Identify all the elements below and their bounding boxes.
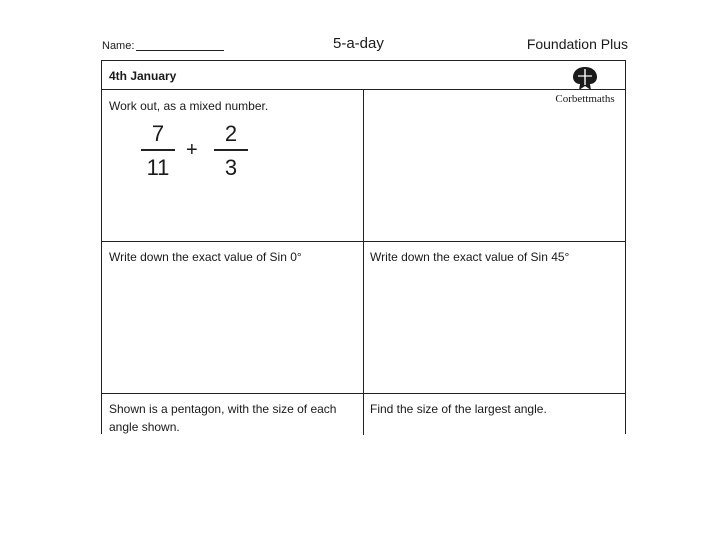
- question-3-text: Write down the exact value of Sin 45°: [370, 250, 570, 264]
- fraction-1-numerator: 7: [151, 121, 165, 146]
- name-label: Name:: [102, 40, 135, 52]
- grid-divider-vertical: [363, 89, 364, 435]
- question-4-text: Shown is a pentagon, with the size of each angle shown.: [109, 402, 337, 434]
- fraction-2-bar: [214, 149, 248, 151]
- question-1-text: Work out, as a mixed number.: [109, 99, 269, 113]
- name-blank-line: [136, 50, 224, 51]
- fraction-2: [214, 121, 248, 181]
- question-grid: [101, 60, 626, 434]
- fraction-1: [141, 121, 175, 181]
- fraction-1-denominator: 11: [146, 155, 170, 180]
- logo-text: Corbettmaths: [555, 93, 615, 105]
- fraction-2-numerator: 2: [224, 121, 238, 146]
- fraction-1-bar: [141, 149, 175, 151]
- grid-divider-row-2: [102, 393, 625, 394]
- grid-divider-row-1: [102, 241, 625, 242]
- question-2-text: Write down the exact value of Sin 0°: [109, 250, 302, 264]
- fraction-2-denominator: 3: [224, 155, 238, 180]
- worksheet-title: 5-a-day: [333, 35, 384, 52]
- date-bar: [102, 61, 625, 90]
- date-label: 4th January: [109, 69, 177, 83]
- question-5-text: Find the size of the largest angle.: [370, 402, 547, 416]
- worksheet-header: [102, 34, 628, 56]
- plus-sign: +: [186, 139, 198, 161]
- level-label: Foundation Plus: [526, 36, 628, 52]
